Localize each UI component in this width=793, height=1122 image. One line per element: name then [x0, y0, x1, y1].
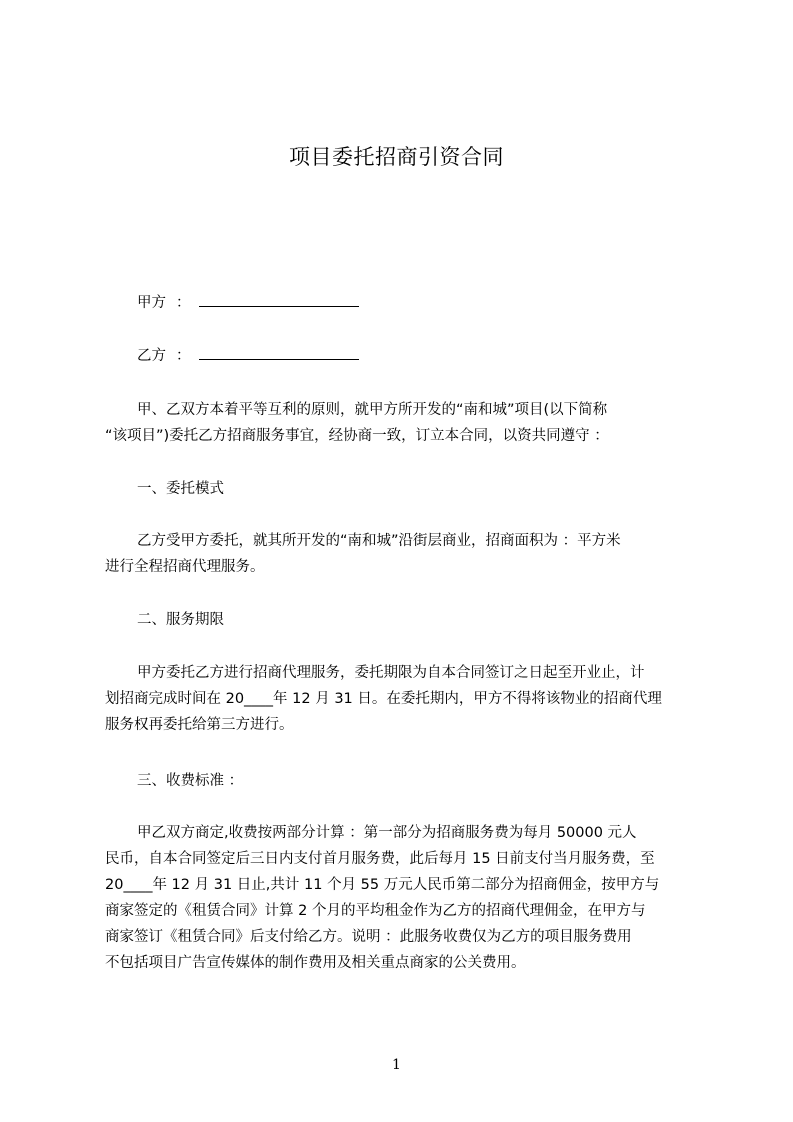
section-line: 甲方委托乙方进行招商代理服务，委托期限为自本合同签订之日起至开业止，计 [137, 665, 645, 681]
page-number: 1 [392, 1057, 401, 1073]
section-line: 20____年 12 月 31 日止,共计 11 个月 55 万元人民币第二部分为招商佣金，按甲方与 [105, 877, 660, 893]
section-line: 商家签订《租赁合同》后支付给乙方。说明 ：此服务收费仅为乙方的项目服务费用 [105, 929, 632, 945]
party-a-label: 甲方 [137, 295, 166, 311]
section-line: 进行全程招商代理服务。 [105, 559, 265, 575]
section-paragraph [105, 660, 701, 738]
intro-paragraph [105, 397, 701, 449]
document-title: 项目委托招商引资合同 [289, 145, 504, 169]
party-b-field [137, 344, 359, 367]
section-paragraph [105, 820, 701, 976]
section-heading: 三、收费标准 ： [137, 773, 244, 789]
section-line: 乙方受甲方委托，就其所开发的“南和城”沿街层商业，招商面积为 ：平方米 [137, 533, 621, 549]
section-line: 不包括项目广告宣传媒体的制作费用及相关重点商家的公关费用。 [105, 955, 526, 971]
party-b-blank-line [199, 344, 359, 360]
section-line: 服务权再委托给第三方进行。 [105, 717, 294, 733]
section-line: 甲乙双方商定,收费按两部分计算 ：第一部分为招商服务费为每月 50000 元人 [137, 825, 637, 841]
section-line: 民币，自本合同签定后三日内支付首月服务费，此后每月 15 日前支付当月服务费，至 [105, 851, 655, 867]
party-b-label: 乙方 [137, 348, 166, 364]
section-heading: 二、服务期限 [137, 612, 224, 628]
party-a-colon: ： [176, 295, 191, 311]
party-a-blank-line [199, 291, 359, 307]
section-line: 商家签定的《租赁合同》计算 2 个月的平均租金作为乙方的招商代理佣金，在甲方与 [105, 903, 646, 919]
party-b-colon: ： [176, 348, 191, 364]
section-heading: 一、委托模式 [137, 481, 224, 497]
intro-line: “该项目”)委托乙方招商服务事宜，经协商一致，订立本合同，以资共同遵守 ： [105, 428, 609, 444]
intro-line: 甲、乙双方本着平等互利的原则，就甲方所开发的“南和城”项目(以下简称 [137, 402, 608, 418]
party-a-field [137, 291, 359, 314]
section-paragraph [105, 528, 701, 580]
section-line: 划招商完成时间在 20____年 12 月 31 日。在委托期内，甲方不得将该物业的招商代理 [105, 691, 662, 707]
